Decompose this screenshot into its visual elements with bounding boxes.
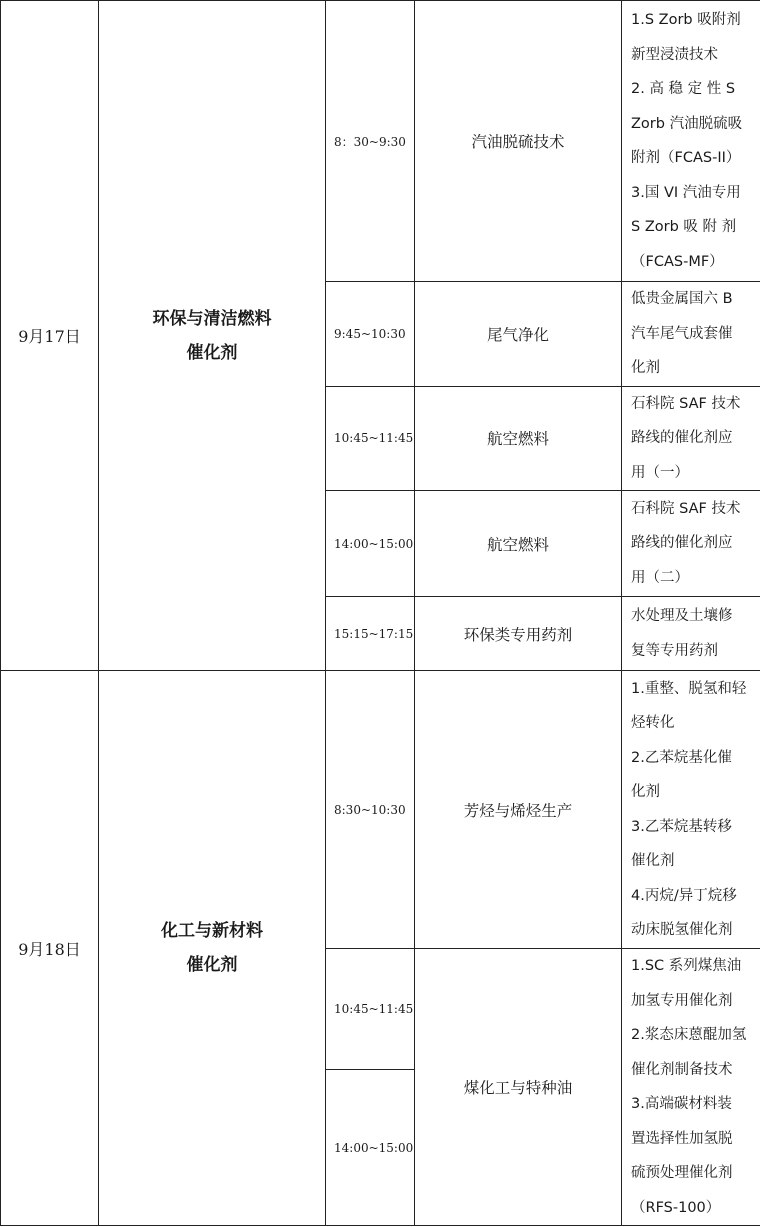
topic-cell: 航空燃料 <box>415 386 622 491</box>
time-cell: 8：30~9:30 <box>326 1 415 282</box>
detail-cell: 低贵金属国六 B 汽车尾气成套催 化剂 <box>622 282 760 387</box>
time-cell: 14:00~15:00 <box>326 1070 415 1226</box>
time-cell: 10:45~11:45 <box>326 949 415 1070</box>
detail-cell: 石科院 SAF 技术 路线的催化剂应 用（一） <box>622 386 760 491</box>
time-cell: 14:00~15:00 <box>326 491 415 597</box>
table-row <box>1 1 760 282</box>
time-cell: 15:15~17:15 <box>326 597 415 671</box>
category-line: 催化剂 <box>186 342 238 363</box>
topic-cell: 尾气净化 <box>415 282 622 387</box>
date-cell: 9月17日 <box>1 1 99 671</box>
topic-cell: 环保类专用药剂 <box>415 597 622 671</box>
time-cell: 9:45~10:30 <box>326 282 415 387</box>
detail-cell: 石科院 SAF 技术 路线的催化剂应 用（二） <box>622 491 760 597</box>
time-cell: 10:45~11:45 <box>326 386 415 491</box>
category-line: 化工与新材料 <box>161 921 263 941</box>
time-cell: 8:30~10:30 <box>326 671 415 949</box>
detail-cell: 1.S Zorb 吸附剂 新型浸渍技术 2. 高 稳 定 性 S Zorb 汽油脱硫吸 附剂（FCAS-II） 3.国 VI 汽油专用 S Zorb 吸 附 剂 （FCAS-MF） <box>622 1 760 282</box>
detail-cell: 1.SC 系列煤焦油 加氢专用催化剂 2.浆态床蒽醌加氢 催化剂制备技术 3.高端碳材料装 置选择性加氢脱 硫预处理催化剂 （RFS-100） <box>622 949 760 1226</box>
category-line: 环保与清洁燃料 <box>152 308 272 329</box>
detail-cell: 水处理及土壤修 复等专用药剂 <box>622 597 760 671</box>
table-row <box>1 671 760 949</box>
topic-cell: 汽油脱硫技术 <box>415 1 622 282</box>
detail-cell: 1.重整、脱氢和轻 烃转化 2.乙苯烷基化催 化剂 3.乙苯烷基转移 催化剂 4.丙烷/异丁烷移 动床脱氢催化剂 <box>622 671 760 949</box>
topic-cell: 航空燃料 <box>415 491 622 597</box>
category-cell <box>99 1 326 671</box>
topic-cell: 芳烃与烯烃生产 <box>415 671 622 949</box>
topic-cell: 煤化工与特种油 <box>415 949 622 1226</box>
category-cell <box>99 671 326 1226</box>
category-line: 催化剂 <box>186 955 238 975</box>
date-cell: 9月18日 <box>1 671 99 1226</box>
